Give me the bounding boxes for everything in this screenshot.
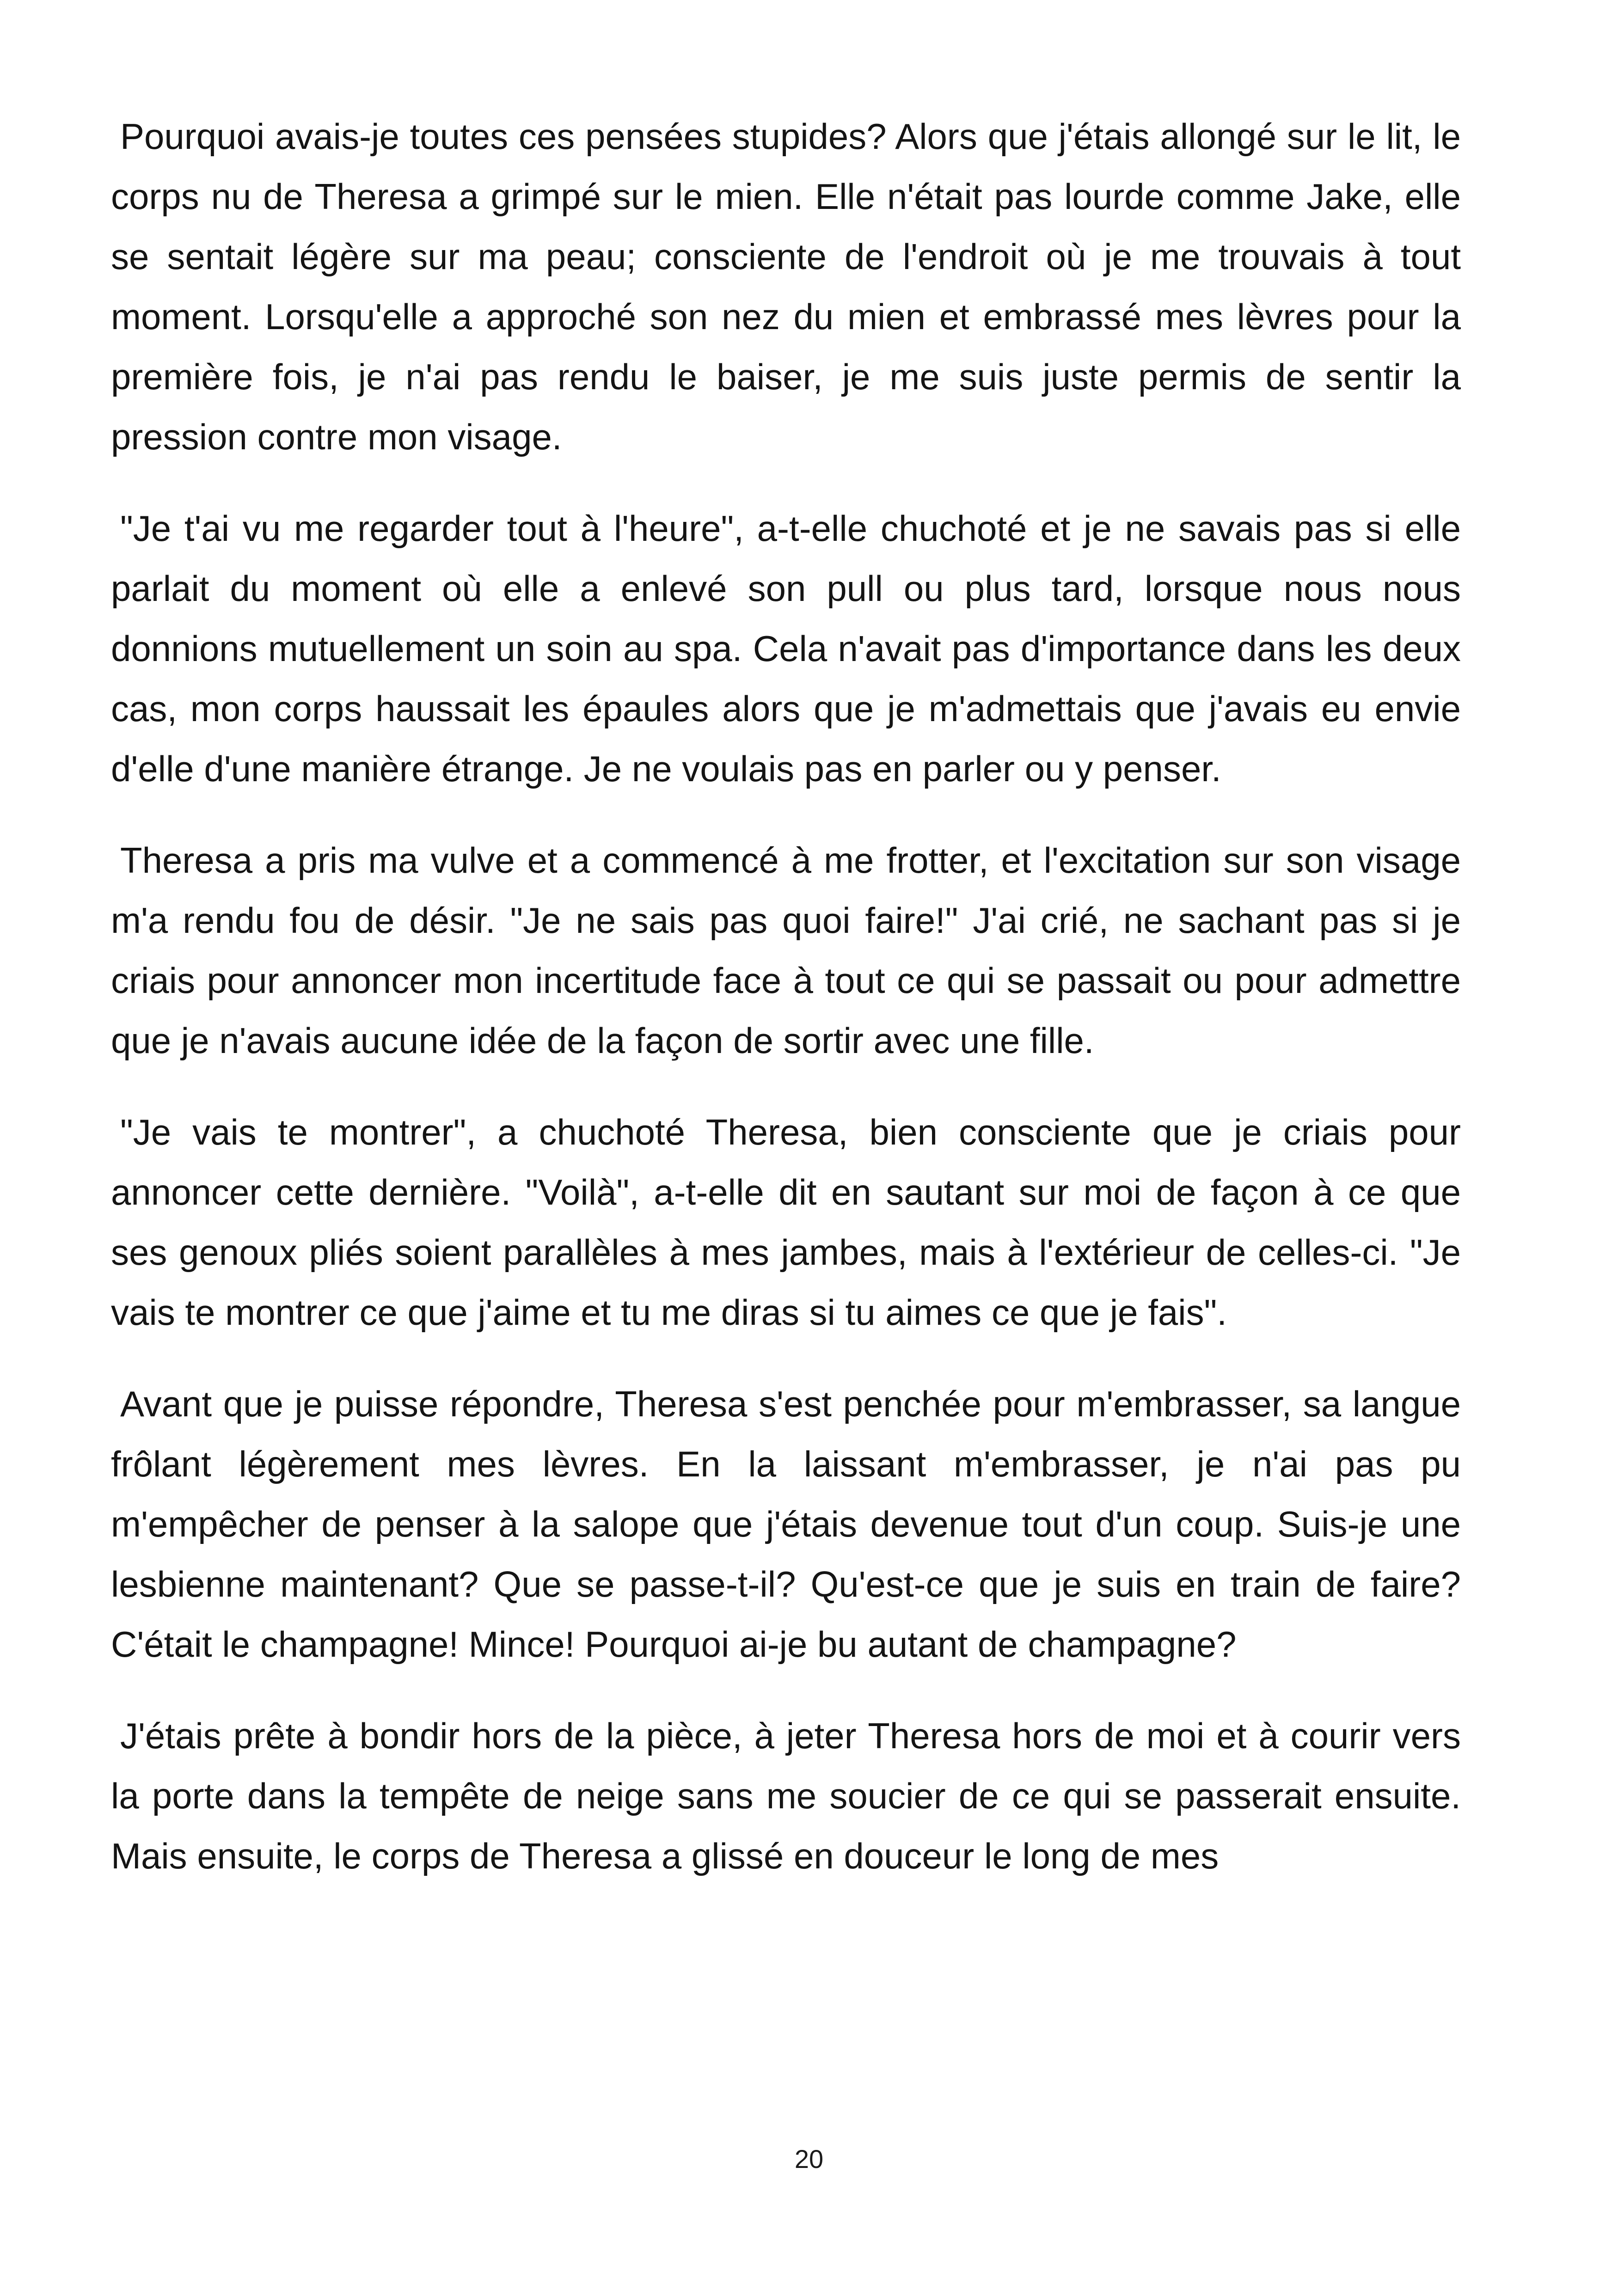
paragraph-1: Pourquoi avais-je toutes ces pensées stupides? Alors que j'étais allongé sur le lit, le corps nu de Theresa a grimpé sur le mien. Elle n'était pas lourde comme Jake, elle se sentait légère sur ma peau; consciente de l'endroit où je me trouvais à tout moment. Lorsqu'elle a approché son nez du mien et embrassé mes lèvres pour la première fois, je n'ai pas rendu le baiser, je me suis juste permis de sentir la pression contre mon visage. <box>111 116 1461 457</box>
paragraph-3: Theresa a pris ma vulve et a commencé à me frotter, et l'excitation sur son visage m'a rendu fou de désir. "Je ne sais pas quoi faire!" J'ai crié, ne sachant pas si je criais pour annoncer mon incertitude face à tout ce qui se passait ou pour admettre que je n'avais aucune idée de la façon de sortir avec une fille. <box>111 840 1461 1061</box>
paragraph-5: Avant que je puisse répondre, Theresa s'est penchée pour m'embrasser, sa langue frôlant légèrement mes lèvres. En la laissant m'embrasser, je n'ai pas pu m'empêcher de penser à la salope que j'étais devenue tout d'un coup. Suis-je une lesbienne maintenant? Que se passe-t-il? Qu'est-ce que je suis en train de faire? C'était le champagne! Mince! Pourquoi ai-je bu autant de champagne? <box>111 1384 1461 1665</box>
paragraph-2: "Je t'ai vu me regarder tout à l'heure", a-t-elle chuchoté et je ne savais pas si elle parlait du moment où elle a enlevé son pull ou plus tard, lorsque nous nous donnions mutuellement un soin au spa. Cela n'avait pas d'importance dans les deux cas, mon corps haussait les épaules alors que je m'admettais que j'avais eu envie d'elle d'une manière étrange. Je ne voulais pas en parler ou y penser. <box>111 508 1461 789</box>
paragraph-4: "Je vais te montrer", a chuchoté Theresa, bien consciente que je criais pour annoncer cette dernière. "Voilà", a-t-elle dit en sautant sur moi de façon à ce que ses genoux pliés soient parallèles à mes jambes, mais à l'extérieur de celles-ci. "Je vais te montrer ce que j'aime et tu me diras si tu aimes ce que je fais". <box>111 1112 1461 1333</box>
page-number: 20 <box>794 2144 824 2174</box>
document-text <box>111 106 1461 1917</box>
paragraph-6: J'étais prête à bondir hors de la pièce, à jeter Theresa hors de moi et à courir vers la porte dans la tempête de neige sans me soucier de ce qui se passerait ensuite. Mais ensuite, le corps de Theresa a glissé en douceur le long de mes <box>111 1715 1461 1876</box>
